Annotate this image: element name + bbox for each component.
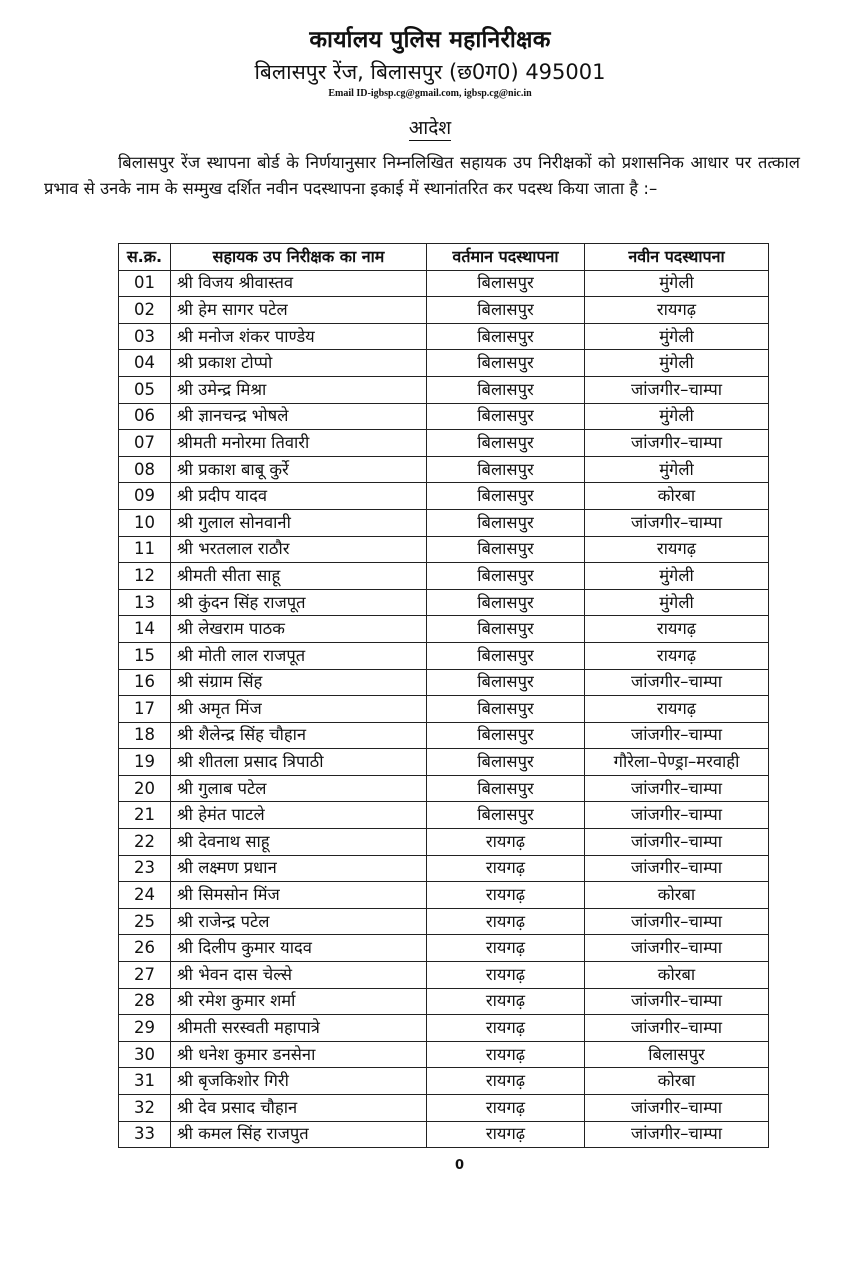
table-row (119, 270, 769, 297)
cell-name: श्री गुलाल सोनवानी (171, 509, 427, 536)
cell-name: श्री विजय श्रीवास्तव (171, 270, 427, 297)
cell-serial: 14 (119, 616, 171, 643)
cell-serial: 06 (119, 403, 171, 430)
cell-serial: 25 (119, 908, 171, 935)
cell-name: श्री शैलेन्द्र सिंह चौहान (171, 722, 427, 749)
cell-name: श्री कमल सिंह राजपुत (171, 1121, 427, 1148)
cell-current-posting: बिलासपुर (427, 270, 585, 297)
table-row (119, 802, 769, 829)
cell-new-posting: जांजगीर–चाम्पा (585, 935, 769, 962)
cell-serial: 08 (119, 456, 171, 483)
table-row (119, 962, 769, 989)
cell-serial: 26 (119, 935, 171, 962)
cell-name: श्री ज्ञानचन्द्र भोषले (171, 403, 427, 430)
table-row (119, 908, 769, 935)
cell-name: श्री लक्ष्मण प्रधान (171, 855, 427, 882)
cell-new-posting: कोरबा (585, 962, 769, 989)
table-row (119, 483, 769, 510)
cell-current-posting: बिलासपुर (427, 323, 585, 350)
cell-current-posting: बिलासपुर (427, 483, 585, 510)
cell-current-posting: रायगढ़ (427, 829, 585, 856)
cell-serial: 33 (119, 1121, 171, 1148)
col-header-current-posting: वर्तमान पदस्थापना (427, 244, 585, 271)
table-row (119, 829, 769, 856)
cell-new-posting: बिलासपुर (585, 1041, 769, 1068)
cell-name: श्री हेमंत पाटले (171, 802, 427, 829)
table-row (119, 722, 769, 749)
cell-current-posting: बिलासपुर (427, 669, 585, 696)
table-row (119, 297, 769, 324)
cell-current-posting: रायगढ़ (427, 962, 585, 989)
cell-current-posting: रायगढ़ (427, 1095, 585, 1122)
cell-name: श्रीमती सीता साहू (171, 563, 427, 590)
cell-new-posting: मुंगेली (585, 323, 769, 350)
table-row (119, 350, 769, 377)
table-header-row (119, 244, 769, 271)
cell-serial: 02 (119, 297, 171, 324)
table-row (119, 403, 769, 430)
cell-serial: 11 (119, 536, 171, 563)
cell-name: श्री प्रकाश बाबू कुर्रे (171, 456, 427, 483)
cell-current-posting: बिलासपुर (427, 376, 585, 403)
table-row (119, 642, 769, 669)
cell-new-posting: जांजगीर–चाम्पा (585, 1095, 769, 1122)
cell-current-posting: बिलासपुर (427, 297, 585, 324)
cell-current-posting: बिलासपुर (427, 350, 585, 377)
table-row (119, 509, 769, 536)
cell-current-posting: रायगढ़ (427, 1068, 585, 1095)
cell-current-posting: बिलासपुर (427, 430, 585, 457)
cell-name: श्री अमृत मिंज (171, 696, 427, 723)
table-row (119, 882, 769, 909)
cell-new-posting: जांजगीर–चाम्पा (585, 669, 769, 696)
cell-name: श्री शीतला प्रसाद त्रिपाठी (171, 749, 427, 776)
cell-current-posting: बिलासपुर (427, 456, 585, 483)
cell-current-posting: बिलासपुर (427, 749, 585, 776)
cell-current-posting: बिलासपुर (427, 802, 585, 829)
table-row (119, 935, 769, 962)
cell-serial: 29 (119, 1015, 171, 1042)
cell-current-posting: रायगढ़ (427, 908, 585, 935)
cell-name: श्री प्रकाश टोप्पो (171, 350, 427, 377)
cell-current-posting: रायगढ़ (427, 988, 585, 1015)
cell-serial: 19 (119, 749, 171, 776)
cell-new-posting: जांजगीर–चाम्पा (585, 430, 769, 457)
cell-name: श्री धनेश कुमार डनसेना (171, 1041, 427, 1068)
cell-current-posting: बिलासपुर (427, 509, 585, 536)
cell-name: श्री संग्राम सिंह (171, 669, 427, 696)
cell-current-posting: बिलासपुर (427, 722, 585, 749)
cell-name: श्री सिमसोन मिंज (171, 882, 427, 909)
cell-current-posting: बिलासपुर (427, 563, 585, 590)
cell-new-posting: रायगढ़ (585, 616, 769, 643)
cell-new-posting: जांजगीर–चाम्पा (585, 988, 769, 1015)
cell-serial: 20 (119, 775, 171, 802)
cell-new-posting: जांजगीर–चाम्पा (585, 802, 769, 829)
cell-new-posting: रायगढ़ (585, 297, 769, 324)
cell-name: श्री देव प्रसाद चौहान (171, 1095, 427, 1122)
cell-new-posting: गौरेला–पेण्ड्रा–मरवाही (585, 749, 769, 776)
intro-paragraph: बिलासपुर रेंज स्थापना बोर्ड के निर्णयानुसार निम्नलिखित सहायक उप निरीक्षकों को प्रशासनिक आधार पर तत्काल प्रभाव से उनके नाम के सम्मुख दर्शित नवीन पदस्थापना इकाई में स्थानांतरित कर पदस्थ किया जाता है :– (44, 153, 800, 198)
cell-name: श्रीमती मनोरमा तिवारी (171, 430, 427, 457)
cell-new-posting: मुंगेली (585, 589, 769, 616)
table-row (119, 749, 769, 776)
cell-current-posting: रायगढ़ (427, 882, 585, 909)
cell-new-posting: जांजगीर–चाम्पा (585, 829, 769, 856)
cell-current-posting: बिलासपुर (427, 616, 585, 643)
table-row (119, 988, 769, 1015)
cell-name: श्री लेखराम पाठक (171, 616, 427, 643)
cell-new-posting: रायगढ़ (585, 642, 769, 669)
cell-serial: 21 (119, 802, 171, 829)
cell-new-posting: जांजगीर–चाम्पा (585, 775, 769, 802)
order-title-text: आदेश (408, 117, 452, 139)
cell-serial: 05 (119, 376, 171, 403)
cell-serial: 30 (119, 1041, 171, 1068)
cell-current-posting: बिलासपुर (427, 403, 585, 430)
cell-new-posting: जांजगीर–चाम्पा (585, 1121, 769, 1148)
cell-name: श्री मोती लाल राजपूत (171, 642, 427, 669)
table-row (119, 1068, 769, 1095)
col-header-serial: स.क्र. (119, 244, 171, 271)
cell-new-posting: रायगढ़ (585, 536, 769, 563)
cell-name: श्री राजेन्द्र पटेल (171, 908, 427, 935)
cell-new-posting: कोरबा (585, 1068, 769, 1095)
table-row (119, 616, 769, 643)
cell-serial: 18 (119, 722, 171, 749)
cell-serial: 10 (119, 509, 171, 536)
cell-serial: 31 (119, 1068, 171, 1095)
cell-serial: 24 (119, 882, 171, 909)
cell-new-posting: जांजगीर–चाम्पा (585, 855, 769, 882)
table-row (119, 589, 769, 616)
cell-name: श्री भेवन दास चेल्से (171, 962, 427, 989)
cell-serial: 03 (119, 323, 171, 350)
cell-serial: 04 (119, 350, 171, 377)
table-row (119, 855, 769, 882)
cell-name: श्रीमती सरस्वती महापात्रे (171, 1015, 427, 1042)
cell-new-posting: रायगढ़ (585, 696, 769, 723)
cell-new-posting: जांजगीर–चाम्पा (585, 908, 769, 935)
cell-name: श्री कुंदन सिंह राजपूत (171, 589, 427, 616)
cell-name: श्री बृजकिशोर गिरी (171, 1068, 427, 1095)
table-row (119, 775, 769, 802)
cell-name: श्री रमेश कुमार शर्मा (171, 988, 427, 1015)
cell-new-posting: मुंगेली (585, 270, 769, 297)
cell-serial: 16 (119, 669, 171, 696)
cell-current-posting: रायगढ़ (427, 1015, 585, 1042)
table-row (119, 669, 769, 696)
table-row (119, 323, 769, 350)
cell-new-posting: मुंगेली (585, 456, 769, 483)
cell-name: श्री मनोज शंकर पाण्डेय (171, 323, 427, 350)
cell-new-posting: जांजगीर–चाम्पा (585, 1015, 769, 1042)
cell-new-posting: जांजगीर–चाम्पा (585, 722, 769, 749)
page-mark: 0 (455, 1158, 465, 1173)
cell-new-posting: मुंगेली (585, 350, 769, 377)
cell-current-posting: बिलासपुर (427, 536, 585, 563)
cell-serial: 17 (119, 696, 171, 723)
cell-current-posting: बिलासपुर (427, 589, 585, 616)
cell-new-posting: मुंगेली (585, 563, 769, 590)
cell-serial: 07 (119, 430, 171, 457)
cell-current-posting: रायगढ़ (427, 1121, 585, 1148)
cell-name: श्री भरतलाल राठौर (171, 536, 427, 563)
table-row (119, 1015, 769, 1042)
cell-name: श्री दिलीप कुमार यादव (171, 935, 427, 962)
table-row (119, 376, 769, 403)
cell-current-posting: रायगढ़ (427, 935, 585, 962)
cell-name: श्री देवनाथ साहू (171, 829, 427, 856)
table-row (119, 1041, 769, 1068)
cell-serial: 12 (119, 563, 171, 590)
table-row (119, 536, 769, 563)
cell-serial: 27 (119, 962, 171, 989)
table-row (119, 456, 769, 483)
cell-current-posting: बिलासपुर (427, 696, 585, 723)
table-row (119, 696, 769, 723)
cell-current-posting: बिलासपुर (427, 642, 585, 669)
cell-serial: 22 (119, 829, 171, 856)
table-row (119, 1121, 769, 1148)
table-row (119, 430, 769, 457)
cell-current-posting: रायगढ़ (427, 855, 585, 882)
cell-current-posting: बिलासपुर (427, 775, 585, 802)
transfer-table (118, 243, 769, 1148)
cell-new-posting: कोरबा (585, 483, 769, 510)
cell-serial: 09 (119, 483, 171, 510)
cell-serial: 28 (119, 988, 171, 1015)
cell-serial: 32 (119, 1095, 171, 1122)
cell-name: श्री उमेन्द्र मिश्रा (171, 376, 427, 403)
table-row (119, 1095, 769, 1122)
cell-name: श्री प्रदीप यादव (171, 483, 427, 510)
cell-current-posting: रायगढ़ (427, 1041, 585, 1068)
cell-new-posting: जांजगीर–चाम्पा (585, 509, 769, 536)
cell-serial: 13 (119, 589, 171, 616)
table-row (119, 563, 769, 590)
office-title: कार्यालय पुलिस महानिरीक्षक (309, 27, 551, 53)
cell-name: श्री हेम सागर पटेल (171, 297, 427, 324)
order-title (0, 114, 860, 140)
cell-serial: 15 (119, 642, 171, 669)
cell-serial: 23 (119, 855, 171, 882)
col-header-new-posting: नवीन पदस्थापना (585, 244, 769, 271)
office-address: बिलासपुर रेंज, बिलासपुर (छ0ग0) 495001 (254, 60, 606, 84)
cell-new-posting: कोरबा (585, 882, 769, 909)
cell-new-posting: जांजगीर–चाम्पा (585, 376, 769, 403)
table-body (119, 270, 769, 1148)
cell-new-posting: मुंगेली (585, 403, 769, 430)
col-header-name: सहायक उप निरीक्षक का नाम (171, 244, 427, 271)
cell-name: श्री गुलाब पटेल (171, 775, 427, 802)
cell-serial: 01 (119, 270, 171, 297)
office-email: Email ID-igbsp.cg@gmail.com, igbsp.cg@nic.in (328, 88, 532, 99)
